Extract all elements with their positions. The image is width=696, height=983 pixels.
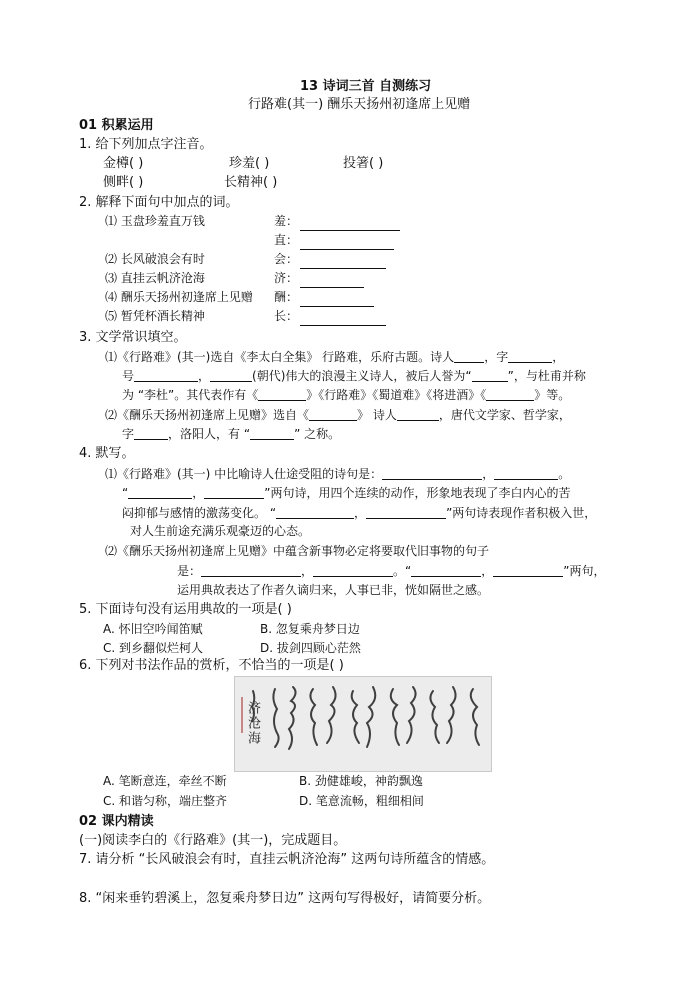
q3-blank-poet2[interactable] [397, 408, 439, 421]
question-1-stem: 1. 给下列加点字注音。 [79, 137, 213, 152]
q4-blank[interactable] [366, 506, 446, 519]
q2-item-text: ⑶ 直挂云帆济沧海 [105, 271, 205, 285]
q3-text: ⑵《酬乐天扬州初逢席上见赠》选自《 [105, 408, 310, 422]
q2-item-word: 长： [274, 309, 299, 323]
q1-item-changjingshen: 长精神( ) [224, 175, 278, 190]
q4-line-6: 是： ， 。“ ， ”两句， [177, 564, 606, 578]
question-5-stem: 5. 下面诗句没有运用典故的一项是( ) [79, 602, 292, 617]
q2-item-word: 济： [274, 271, 299, 285]
q1-item-cepan: 侧畔( ) [103, 175, 144, 190]
q3-text: ， [552, 350, 565, 364]
q5-option-c[interactable]: C. 到乡翻似烂柯人 [103, 641, 204, 655]
q3-text: 为 “李杜”。其代表作有《 [122, 388, 259, 402]
q3-text: ，洛阳人，有 “ [168, 427, 251, 441]
q3-blank-work2[interactable] [486, 388, 534, 401]
q4-text: 。“ [393, 564, 412, 578]
q3-text: ” 之称。 [294, 427, 341, 441]
q4-blank[interactable] [411, 564, 481, 577]
q3-blank-nickname[interactable] [250, 427, 294, 440]
q2-answer-blank[interactable] [300, 294, 374, 307]
q4-text: 闷抑郁与感情的激荡变化。 “ [122, 506, 277, 520]
q3-text: 》《行路难》《蜀道难》《将进酒》《 [306, 388, 487, 402]
q5-option-d[interactable]: D. 拔剑四顾心茫然 [260, 641, 361, 655]
q3-text: 》 诗人 [357, 408, 397, 422]
q4-text: ”两句诗，用四个连续的动作，形象地表现了李白内心的苦 [264, 486, 571, 500]
q4-text: ”两句诗表现作者积极入世， [446, 506, 597, 520]
q4-line-7: 运用典故表达了作者久谪归来，人事已非，恍如隔世之感。 [177, 583, 490, 597]
question-6-stem: 6. 下列对书法作品的赏析，不恰当的一项是( ) [79, 658, 344, 673]
q1-item-touzhu: 投箸( ) [343, 156, 384, 171]
q1-item-jinzun: 金樽( ) [103, 156, 144, 171]
reading-intro: (一)阅读李白的《行路难》(其一)，完成题目。 [79, 833, 347, 848]
calligraphy-strokes [235, 677, 491, 771]
q3-line-4 [105, 408, 571, 421]
q4-text: 是： [177, 564, 202, 578]
q4-blank[interactable] [313, 564, 393, 577]
q2-answer-blank[interactable] [300, 313, 386, 326]
q5-option-a[interactable]: A. 怀旧空吟闻笛赋 [103, 622, 203, 636]
q6-option-b[interactable]: B. 劲健雄峻，神韵飘逸 [299, 774, 423, 788]
q3-blank-zi2[interactable] [134, 427, 168, 440]
q3-text: 号 [122, 369, 135, 383]
q3-line-2 [122, 369, 586, 382]
q2-answer-blank[interactable] [300, 237, 394, 250]
page-title: 13 诗词三首 自测练习 [300, 79, 432, 94]
q4-blank[interactable] [204, 486, 264, 499]
q3-line-1 [105, 350, 564, 363]
q3-blank-title[interactable] [472, 369, 508, 382]
q3-line-5 [122, 427, 340, 440]
q3-text: 》等。 [534, 388, 571, 402]
q3-blank-work1[interactable] [258, 388, 306, 401]
q4-line-5: ⑵《酬乐天扬州初逢席上见赠》中蕴含新事物必定将要取代旧事物的句子 [105, 544, 490, 558]
q4-line-4: 对人生前途充满乐观豪迈的心态。 [130, 524, 311, 538]
question-8: 8. “闲来垂钓碧溪上，忽复乘舟梦日边” 这两句写得极好，请简要分析。 [79, 891, 491, 906]
calligraphy-image [234, 676, 492, 772]
q3-text: 字 [122, 427, 135, 441]
q6-option-d[interactable]: D. 笔意流畅，粗细相间 [299, 794, 424, 808]
q4-blank[interactable] [493, 564, 563, 577]
section-label-2: 02 课内精读 [79, 814, 154, 829]
q3-text: ”，与杜甫并称 [507, 369, 586, 383]
seal-mark [241, 697, 243, 733]
q3-text: ，字 [484, 350, 509, 364]
q4-blank[interactable] [382, 467, 482, 480]
q2-answer-blank[interactable] [300, 275, 364, 288]
q4-line-2: “ ， ”两句诗，用四个连续的动作，形象地表现了李白内心的苦 [122, 486, 571, 500]
q3-line-3 [122, 388, 570, 401]
q6-option-c[interactable]: C. 和谐匀称，端庄整齐 [103, 794, 228, 808]
q1-item-zhenxiu: 珍羞( ) [229, 156, 270, 171]
q3-text: ，唐代文学家、哲学家， [438, 408, 571, 422]
q3-blank-source[interactable] [309, 408, 357, 421]
calligraphy-text: 济沧海 [245, 701, 260, 746]
q2-item-text: ⑴ 玉盘珍羞直万钱 [105, 214, 205, 228]
q4-text: ”两句， [563, 564, 606, 578]
q4-blank[interactable] [276, 506, 354, 519]
q3-text: ⑴《行路难》(其一)选自《李太白全集》 行路难，乐府古题。诗人 [105, 350, 455, 364]
question-3-stem: 3. 文学常识填空。 [79, 330, 187, 345]
q4-text: 。 [558, 467, 571, 481]
q2-item-text: ⑸ 暂凭杯酒长精神 [105, 309, 205, 323]
q2-answer-blank[interactable] [300, 256, 386, 269]
q3-text: ， [198, 369, 211, 383]
section-label-1: 01 积累运用 [79, 118, 154, 133]
q2-item-word: 羞： [274, 214, 299, 228]
q4-blank[interactable] [201, 564, 301, 577]
q3-blank-dynasty[interactable] [210, 369, 252, 382]
q4-text: “ [122, 486, 129, 500]
question-7: 7. 请分析 “长风破浪会有时，直挂云帆济沧海” 这两句诗所蕴含的情感。 [79, 852, 495, 867]
q3-blank-hao[interactable] [134, 369, 198, 382]
q4-line-1: ⑴《行路难》(其一) 中比喻诗人仕途受阻的诗句是： ， 。 [105, 467, 571, 481]
q2-item-word: 会： [274, 252, 299, 266]
q4-text: ⑴《行路难》(其一) 中比喻诗人仕途受阻的诗句是： [105, 467, 383, 481]
q3-blank-zi[interactable] [508, 350, 552, 363]
question-2-stem: 2. 解释下面句中加点的词。 [79, 195, 239, 210]
q2-answer-blank[interactable] [300, 218, 400, 231]
q4-line-3: 闷抑郁与感情的激荡变化。 “ ， ”两句诗表现作者积极入世， [122, 506, 597, 520]
q2-item-word: 酬： [274, 290, 299, 304]
q2-item-text: ⑷ 酬乐天扬州初逢席上见赠 [105, 290, 253, 304]
q6-option-a[interactable]: A. 笔断意连，牵丝不断 [103, 774, 227, 788]
q2-item-text: ⑵ 长风破浪会有时 [105, 252, 205, 266]
question-4-stem: 4. 默写。 [79, 446, 135, 461]
q3-blank-poet[interactable] [454, 350, 484, 363]
q4-blank[interactable] [128, 486, 192, 499]
q5-option-b[interactable]: B. 忽复乘舟梦日边 [260, 622, 360, 636]
q2-item-word: 直： [274, 233, 299, 247]
q3-text: (朝代)伟大的浪漫主义诗人，被后人誉为“ [252, 369, 472, 383]
q4-blank[interactable] [494, 467, 558, 480]
page-subtitle: 行路难(其一) 酬乐天扬州初逢席上见赠 [248, 97, 471, 112]
